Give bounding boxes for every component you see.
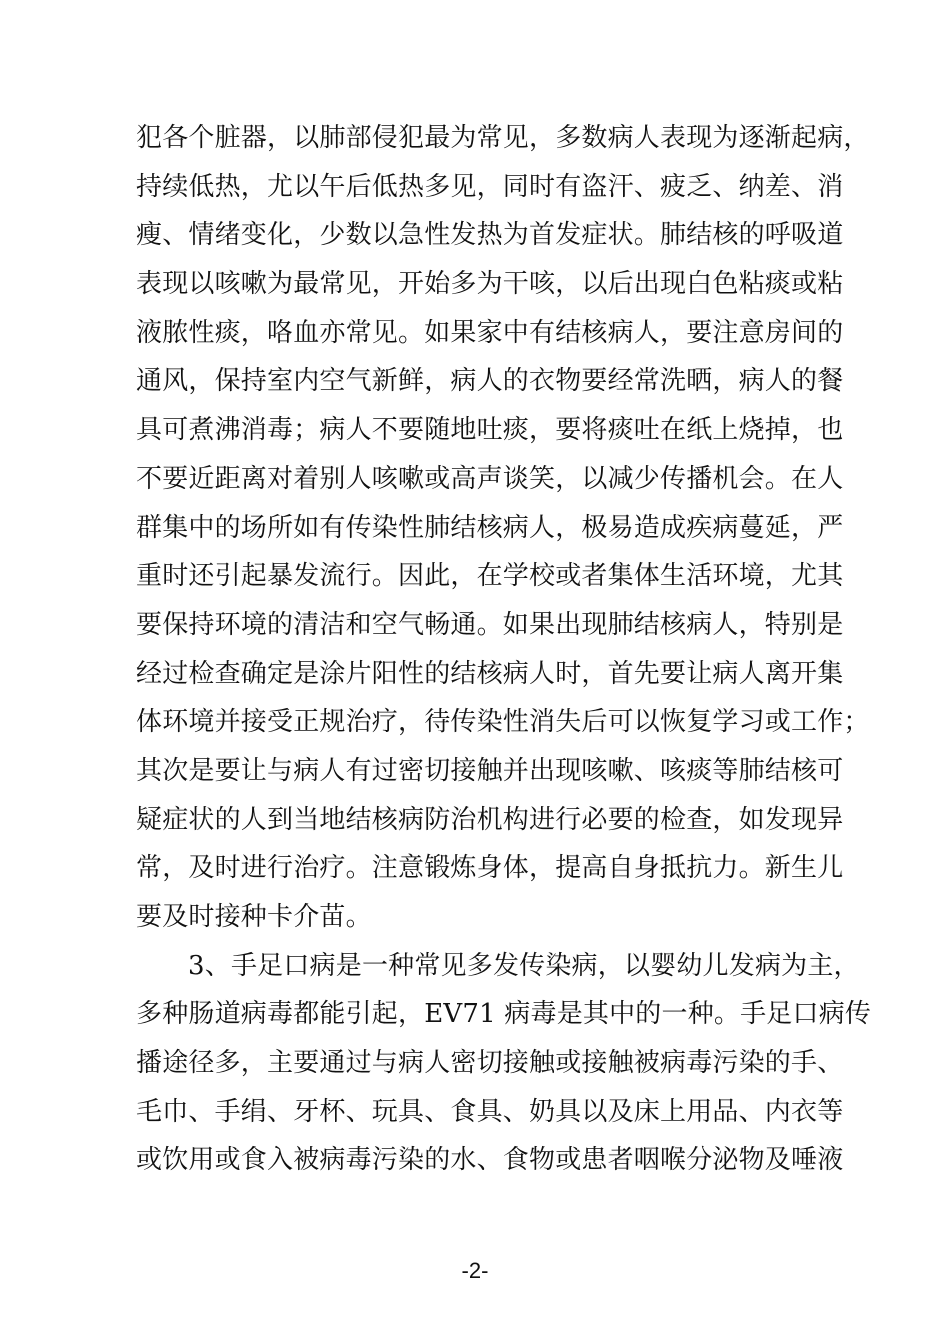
paragraph-line: 液脓性痰，咯血亦常见。如果家中有结核病人，要注意房间的 (136, 317, 844, 348)
paragraph-line: 瘦、情绪变化，少数以急性发热为首发症状。肺结核的呼吸道 (136, 220, 844, 251)
paragraph-line: 多种肠道病毒都能引起，EV71 病毒是其中的一种。手足口病传 (136, 999, 872, 1030)
paragraph-line: 播途径多，主要通过与病人密切接触或接触被病毒污染的手、 (136, 1048, 844, 1079)
paragraph-line: 常，及时进行治疗。注意锻炼身体，提高自身抵抗力。新生儿 (136, 853, 844, 884)
paragraph-line: 持续低热，尤以午后低热多见，同时有盗汗、疲乏、纳差、消 (136, 171, 844, 202)
paragraph-line: 重时还引起暴发流行。因此，在学校或者集体生活环境，尤其 (136, 561, 844, 592)
paragraph-line: 经过检查确定是涂片阳性的结核病人时，首先要让病人离开集 (136, 658, 844, 689)
paragraph-line: 表现以咳嗽为最常见，开始多为干咳，以后出现白色粘痰或粘 (136, 269, 844, 300)
paragraph-line: 具可煮沸消毒；病人不要随地吐痰，要将痰吐在纸上烧掉，也 (136, 415, 844, 446)
paragraph-line: 群集中的场所如有传染性肺结核病人，极易造成疾病蔓延，严 (136, 512, 844, 543)
paragraph-line: 毛巾、手绢、牙杯、玩具、食具、奶具以及床上用品、内衣等 (136, 1096, 844, 1127)
paragraph-line: 犯各个脏器，以肺部侵犯最为常见，多数病人表现为逐渐起病， (136, 123, 870, 153)
paragraph-line: 通风，保持室内空气新鲜，病人的衣物要经常洗晒，病人的餐 (136, 366, 844, 397)
paragraph-line: 3、手足口病是一种常见多发传染病，以婴幼儿发病为主， (188, 950, 860, 981)
paragraph-line: 不要近距离对着别人咳嗽或高声谈笑，以减少传播机会。在人 (136, 463, 844, 494)
page-number: -2- (461, 1258, 489, 1283)
body-text (136, 114, 872, 1185)
paragraph-line: 要及时接种卡介苗。 (136, 902, 372, 932)
paragraph-line: 或饮用或食入被病毒污染的水、食物或患者咽喉分泌物及唾液 (136, 1145, 844, 1176)
paragraph-line: 其次是要让与病人有过密切接触并出现咳嗽、咳痰等肺结核可 (136, 755, 844, 786)
paragraph-line: 体环境并接受正规治疗，待传染性消失后可以恢复学习或工作； (136, 707, 870, 738)
paragraph-line: 要保持环境的清洁和空气畅通。如果出现肺结核病人，特别是 (136, 609, 844, 640)
paragraph-line: 疑症状的人到当地结核病防治机构进行必要的检查，如发现异 (136, 804, 844, 835)
